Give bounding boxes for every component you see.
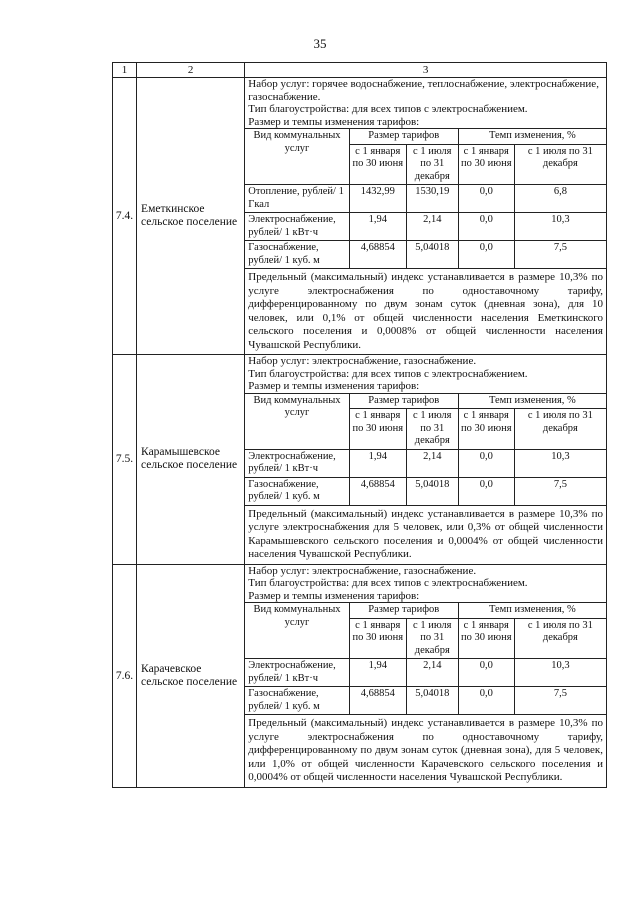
period-header: с 1 января по 30 июня [458, 409, 514, 450]
period-header: с 1 января по 30 июня [458, 144, 514, 185]
tariff-value: 5,04018 [406, 477, 458, 505]
column-number-2: 2 [137, 63, 245, 78]
tariff-value: 5,04018 [406, 241, 458, 269]
settlement-row [113, 78, 607, 355]
period-header: с 1 июля по 31 декабря [406, 618, 458, 659]
max-index-note: Предельный (максимальный) индекс устанавливается в размере 10,3% по услуге электроснабжения для 5 человек, или 0,3% от общей численности Карамышевского сельского поселения и 0,0004% от общей численности населения Чувашской Республики. [248, 507, 603, 560]
tariff-value: 1432,99 [349, 185, 406, 213]
period-header: с 1 июля по 31 декабря [514, 618, 606, 659]
settlement-details [245, 78, 607, 355]
period-header: с 1 января по 30 июня [349, 618, 406, 659]
page-number: 35 [313, 36, 327, 51]
tariff-value: 1,94 [349, 213, 406, 241]
service-name: Газоснабжение, рублей/ 1 куб. м [245, 241, 349, 269]
change-rate-header: Темп изменения, % [458, 603, 606, 619]
tariff-value: 4,68854 [349, 241, 406, 269]
period-header: с 1 июля по 31 декабря [514, 144, 606, 185]
change-rate-value: 0,0 [458, 213, 514, 241]
service-kind-header: Вид коммунальных услуг [245, 129, 349, 185]
tariff-value: 1530,19 [406, 185, 458, 213]
service-name: Электроснабжение, рублей/ 1 кВт·ч [245, 449, 349, 477]
change-rate-value: 0,0 [458, 241, 514, 269]
change-rate-value: 0,0 [458, 659, 514, 687]
tariff-header-row [245, 129, 606, 145]
tariff-value: 2,14 [406, 659, 458, 687]
service-name: Газоснабжение, рублей/ 1 куб. м [245, 687, 349, 715]
tariff-table [245, 393, 606, 506]
column-number-1: 1 [113, 63, 137, 78]
change-rate-value: 0,0 [458, 449, 514, 477]
tariff-document-table [112, 62, 607, 788]
amenity-text: Тип благоустройства: для всех типов с электроснабжением. [248, 367, 528, 380]
tariff-header-row [245, 603, 606, 619]
tariff-value: 2,14 [406, 449, 458, 477]
period-header: с 1 января по 30 июня [458, 618, 514, 659]
max-index-note: Предельный (максимальный) индекс устанавливается в размере 10,3% по услуге электроснабжения по одноставочному тарифу, дифференцированному по двум зонам суток (дневная зона), для 10 человек, или 0,1% от общей численности населения Еметкинского сельского поселения и 0,0008% от общей численности населения Чувашской Республики. [248, 271, 603, 351]
tariff-caption: Размер и темпы изменения тарифов: [248, 380, 420, 392]
settlement-name: Карамышевское сельское поселение [137, 355, 245, 565]
change-rate-value: 0,0 [458, 477, 514, 505]
change-rate-value: 0,0 [458, 687, 514, 715]
period-header: с 1 июля по 31 декабря [514, 409, 606, 450]
period-header: с 1 июля по 31 декабря [406, 144, 458, 185]
service-name: Газоснабжение, рублей/ 1 куб. м [245, 477, 349, 505]
period-header: с 1 января по 30 июня [349, 409, 406, 450]
services-text: Набор услуг: электроснабжение, газоснабжение. [248, 355, 477, 367]
tariff-value: 1,94 [349, 449, 406, 477]
settlement-details [245, 564, 607, 787]
tariff-table [245, 602, 606, 715]
tariff-row [245, 659, 606, 687]
settlement-name: Еметкинское сельское поселение [137, 78, 245, 355]
column-number-row [113, 63, 607, 78]
tariff-row [245, 687, 606, 715]
tariff-value: 2,14 [406, 213, 458, 241]
change-rate-value: 7,5 [514, 241, 606, 269]
change-rate-value: 7,5 [514, 687, 606, 715]
tariff-table [245, 128, 606, 269]
service-name: Электроснабжение, рублей/ 1 кВт·ч [245, 659, 349, 687]
tariff-row [245, 241, 606, 269]
tariff-value: 5,04018 [406, 687, 458, 715]
tariff-caption: Размер и темпы изменения тарифов: [248, 115, 420, 128]
change-rate-value: 10,3 [514, 449, 606, 477]
tariff-size-header: Размер тарифов [349, 129, 458, 145]
period-header: с 1 июля по 31 декабря [406, 409, 458, 450]
change-rate-header: Темп изменения, % [458, 393, 606, 409]
tariff-value: 4,68854 [349, 477, 406, 505]
section-number: 7.6. [113, 564, 137, 787]
tariff-value: 1,94 [349, 659, 406, 687]
settlement-row [113, 355, 607, 565]
settlement-details [245, 355, 607, 565]
change-rate-value: 0,0 [458, 185, 514, 213]
change-rate-value: 7,5 [514, 477, 606, 505]
tariff-row [245, 185, 606, 213]
change-rate-value: 6,8 [514, 185, 606, 213]
tariff-header-row [245, 393, 606, 409]
tariff-size-header: Размер тарифов [349, 393, 458, 409]
settlement-row [113, 564, 607, 787]
column-number-3: 3 [245, 63, 607, 78]
service-name: Отопление, рублей/ 1 Гкал [245, 185, 349, 213]
service-kind-header: Вид коммунальных услуг [245, 393, 349, 449]
change-rate-value: 10,3 [514, 213, 606, 241]
max-index-note: Предельный (максимальный) индекс устанавливается в размере 10,3% по услуге электроснабжения по одноставочному тарифу, дифференцированному по двум зонам суток (дневная зона), для 5 человек, или 1,0% от общей численности Карачевского сельского поселения и 0,0004% от общей численности населения Чувашской Республики. [248, 717, 603, 783]
settlement-name: Карачевское сельское поселение [137, 564, 245, 787]
tariff-row [245, 213, 606, 241]
change-rate-value: 10,3 [514, 659, 606, 687]
amenity-text: Тип благоустройства: для всех типов с электроснабжением. [248, 103, 528, 115]
amenity-text: Тип благоустройства: для всех типов с электроснабжением. [248, 577, 528, 589]
period-header: с 1 января по 30 июня [349, 144, 406, 185]
tariff-value: 4,68854 [349, 687, 406, 715]
tariff-caption: Размер и темпы изменения тарифов: [248, 589, 420, 602]
service-kind-header: Вид коммунальных услуг [245, 603, 349, 659]
tariff-size-header: Размер тарифов [349, 603, 458, 619]
section-number: 7.4. [113, 78, 137, 355]
change-rate-header: Темп изменения, % [458, 129, 606, 145]
services-text: Набор услуг: горячее водоснабжение, теплоснабжение, электроснабжение, газоснабжение. [248, 78, 599, 103]
services-text: Набор услуг: электроснабжение, газоснабжение. [248, 564, 477, 577]
tariff-row [245, 477, 606, 505]
section-number: 7.5. [113, 355, 137, 565]
service-name: Электроснабжение, рублей/ 1 кВт·ч [245, 213, 349, 241]
tariff-row [245, 449, 606, 477]
